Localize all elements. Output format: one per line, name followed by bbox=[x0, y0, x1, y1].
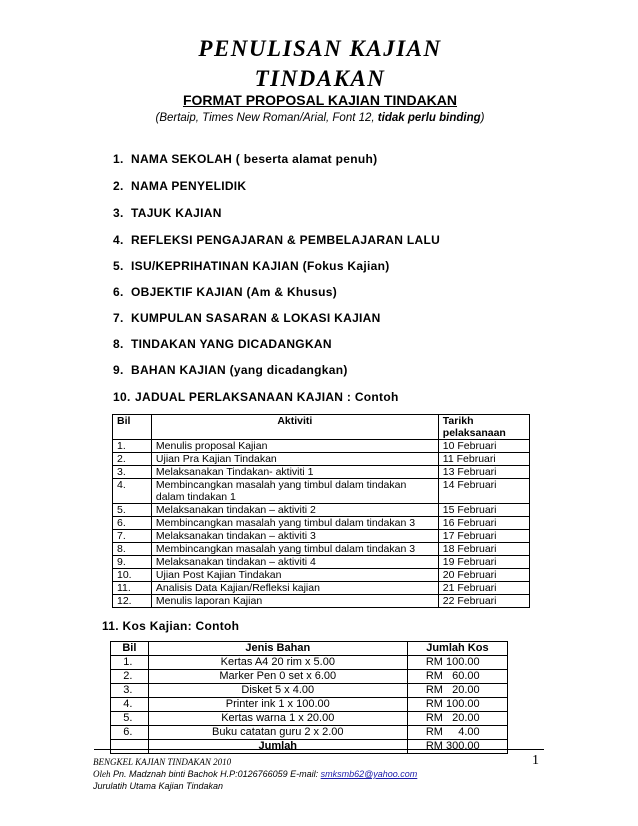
table-row bbox=[113, 517, 530, 530]
schedule-table bbox=[112, 414, 530, 608]
list-item bbox=[113, 206, 222, 220]
cost-table bbox=[110, 641, 508, 754]
list-item-text: TAJUK KAJIAN bbox=[131, 206, 222, 220]
cell-bil: 12. bbox=[113, 595, 152, 608]
list-item-text: OBJEKTIF KAJIAN (Am & Khusus) bbox=[131, 285, 338, 299]
table-header-row bbox=[111, 642, 508, 656]
list-item-number: 8. bbox=[113, 337, 124, 351]
cell-bil: 1. bbox=[111, 656, 149, 670]
cell-tarikh: 18 Februari bbox=[438, 543, 529, 556]
cell-aktiviti: Melaksanakan tindakan – aktiviti 3 bbox=[151, 530, 438, 543]
list-item-text: NAMA SEKOLAH ( beserta alamat penuh) bbox=[131, 152, 378, 166]
list-item bbox=[113, 311, 381, 325]
cell-bil: 4. bbox=[111, 698, 149, 712]
cell-aktiviti: Melaksanakan tindakan – aktiviti 2 bbox=[151, 504, 438, 517]
cell-aktiviti: Ujian Pra Kajian Tindakan bbox=[151, 453, 438, 466]
cost-heading: 11. Kos Kajian: Contoh bbox=[102, 619, 240, 633]
list-item-number: 3. bbox=[113, 206, 124, 220]
footer-line-3: Jurulatih Utama Kajian Tindakan bbox=[93, 781, 223, 791]
list-item-text: NAMA PENYELIDIK bbox=[131, 179, 247, 193]
cell-bil: 6. bbox=[111, 726, 149, 740]
table-row bbox=[113, 595, 530, 608]
list-item bbox=[113, 285, 337, 299]
header-tarikh: Tarikh pelaksanaan bbox=[438, 415, 529, 440]
cell-bil: 2. bbox=[111, 670, 149, 684]
list-item-text: KUMPULAN SASARAN & LOKASI KAJIAN bbox=[131, 311, 381, 325]
table-row bbox=[113, 479, 530, 504]
cell-total-label: Jumlah bbox=[148, 740, 407, 754]
list-item-number: 9. bbox=[113, 363, 124, 377]
list-item-text: ISU/KEPRIHATINAN KAJIAN (Fokus Kajian) bbox=[131, 259, 390, 273]
list-item-number: 5. bbox=[113, 259, 124, 273]
page-number: 1 bbox=[532, 753, 539, 768]
table-row bbox=[113, 582, 530, 595]
list-item bbox=[113, 259, 390, 273]
cell-jumlah-kos: RM 60.00 bbox=[407, 670, 507, 684]
table-row bbox=[111, 656, 508, 670]
footer-oleh: Oleh bbox=[93, 769, 111, 779]
table-row bbox=[113, 466, 530, 479]
list-item bbox=[113, 179, 246, 193]
cell-jenis-bahan: Printer ink 1 x 100.00 bbox=[148, 698, 407, 712]
cell-tarikh: 21 Februari bbox=[438, 582, 529, 595]
format-note-suffix: ) bbox=[480, 112, 485, 124]
table-row bbox=[113, 569, 530, 582]
cell-tarikh: 17 Februari bbox=[438, 530, 529, 543]
header-bil: Bil bbox=[113, 415, 152, 440]
cell-bil: 1. bbox=[113, 440, 152, 453]
cell-aktiviti: Menulis proposal Kajian bbox=[151, 440, 438, 453]
table-row bbox=[113, 453, 530, 466]
table-row bbox=[111, 712, 508, 726]
cell-bil: 6. bbox=[113, 517, 152, 530]
list-item-number: 1. bbox=[113, 152, 124, 166]
document-subtitle: FORMAT PROPOSAL KAJIAN TINDAKAN bbox=[182, 92, 458, 108]
cell-total-value: RM 300.00 bbox=[407, 740, 507, 754]
cell-tarikh: 14 Februari bbox=[438, 479, 529, 504]
cell-bil: 5. bbox=[113, 504, 152, 517]
table-total-row bbox=[111, 740, 508, 754]
table-header-row bbox=[113, 415, 530, 440]
cell-bil: 9. bbox=[113, 556, 152, 569]
table-row bbox=[113, 543, 530, 556]
cell-aktiviti: Membincangkan masalah yang timbul dalam tindakan dalam tindakan 1 bbox=[151, 479, 438, 504]
list-item-number: 10. bbox=[113, 390, 131, 404]
list-item bbox=[113, 152, 377, 166]
header-bil: Bil bbox=[111, 642, 149, 656]
list-item-number: 6. bbox=[113, 285, 124, 299]
list-item-text: BAHAN KAJIAN (yang dicadangkan) bbox=[131, 363, 348, 377]
cell-aktiviti: Melaksanakan tindakan – aktiviti 4 bbox=[151, 556, 438, 569]
footer-email-link[interactable]: smksmb62@yahoo.com bbox=[320, 769, 418, 779]
cell-jumlah-kos: RM 4.00 bbox=[407, 726, 507, 740]
cell-jumlah-kos: RM 100.00 bbox=[407, 698, 507, 712]
list-item-number: 7. bbox=[113, 311, 124, 325]
cell-bil: 10. bbox=[113, 569, 152, 582]
cell-bil: 7. bbox=[113, 530, 152, 543]
cell-jumlah-kos: RM 20.00 bbox=[407, 684, 507, 698]
header-jumlah-kos: Jumlah Kos bbox=[407, 642, 507, 656]
cell-jumlah-kos: RM 20.00 bbox=[407, 712, 507, 726]
cell-tarikh: 15 Februari bbox=[438, 504, 529, 517]
table-row bbox=[111, 698, 508, 712]
footer-line-2 bbox=[93, 769, 417, 779]
cell-aktiviti: Analisis Data Kajian/Refleksi kajian bbox=[151, 582, 438, 595]
cell-bil: 5. bbox=[111, 712, 149, 726]
cell-bil-empty bbox=[111, 740, 149, 754]
header-aktiviti: Aktiviti bbox=[151, 415, 438, 440]
format-note bbox=[60, 112, 580, 124]
list-item-number: 2. bbox=[113, 179, 124, 193]
cell-tarikh: 11 Februari bbox=[438, 453, 529, 466]
table-row bbox=[111, 684, 508, 698]
cell-bil: 11. bbox=[113, 582, 152, 595]
format-note-prefix: (Bertaip, Times New Roman/Arial, Font 12, bbox=[155, 112, 378, 124]
footer-divider bbox=[94, 749, 544, 750]
cell-tarikh: 16 Februari bbox=[438, 517, 529, 530]
table-row bbox=[113, 504, 530, 517]
cell-jenis-bahan: Disket 5 x 4.00 bbox=[148, 684, 407, 698]
list-item bbox=[113, 390, 399, 404]
document-title: PENULISAN KAJIAN TINDAKAN bbox=[198, 36, 442, 91]
table-row bbox=[111, 670, 508, 684]
cell-jenis-bahan: Kertas warna 1 x 20.00 bbox=[148, 712, 407, 726]
cell-jumlah-kos: RM 100.00 bbox=[407, 656, 507, 670]
list-item-text: REFLEKSI PENGAJARAN & PEMBELAJARAN LALU bbox=[131, 233, 441, 247]
cell-jenis-bahan: Marker Pen 0 set x 6.00 bbox=[148, 670, 407, 684]
cell-bil: 3. bbox=[113, 466, 152, 479]
table-row bbox=[113, 556, 530, 569]
cell-bil: 3. bbox=[111, 684, 149, 698]
cell-tarikh: 10 Februari bbox=[438, 440, 529, 453]
list-item bbox=[113, 363, 348, 377]
cell-aktiviti: Ujian Post Kajian Tindakan bbox=[151, 569, 438, 582]
footer-line-1: BENGKEL KAJIAN TINDAKAN 2010 bbox=[93, 757, 232, 767]
cell-tarikh: 20 Februari bbox=[438, 569, 529, 582]
cell-tarikh: 13 Februari bbox=[438, 466, 529, 479]
table-row bbox=[113, 530, 530, 543]
table-row bbox=[113, 440, 530, 453]
cell-aktiviti: Menulis laporan Kajian bbox=[151, 595, 438, 608]
list-item bbox=[113, 337, 332, 351]
cell-tarikh: 19 Februari bbox=[438, 556, 529, 569]
list-item bbox=[113, 233, 440, 247]
cell-bil: 8. bbox=[113, 543, 152, 556]
cell-bil: 2. bbox=[113, 453, 152, 466]
list-item-number: 4. bbox=[113, 233, 124, 247]
cell-aktiviti: Melaksanakan Tindakan- aktiviti 1 bbox=[151, 466, 438, 479]
list-item-text: JADUAL PERLAKSANAAN KAJIAN : Contoh bbox=[135, 390, 399, 404]
cell-jenis-bahan: Buku catatan guru 2 x 2.00 bbox=[148, 726, 407, 740]
cell-aktiviti: Membincangkan masalah yang timbul dalam tindakan 3 bbox=[151, 543, 438, 556]
list-item-text: TINDAKAN YANG DICADANGKAN bbox=[131, 337, 332, 351]
cell-aktiviti: Membincangkan masalah yang timbul dalam tindakan 3 bbox=[151, 517, 438, 530]
cell-tarikh: 22 Februari bbox=[438, 595, 529, 608]
footer-author: Pn. Madznah binti Bachok H.P:0126766059 E-mail: bbox=[110, 769, 321, 779]
format-note-bold: tidak perlu binding bbox=[377, 112, 481, 124]
cell-bil: 4. bbox=[113, 479, 152, 504]
header-jenis-bahan: Jenis Bahan bbox=[148, 642, 407, 656]
table-row bbox=[111, 726, 508, 740]
cell-jenis-bahan: Kertas A4 20 rim x 5.00 bbox=[148, 656, 407, 670]
